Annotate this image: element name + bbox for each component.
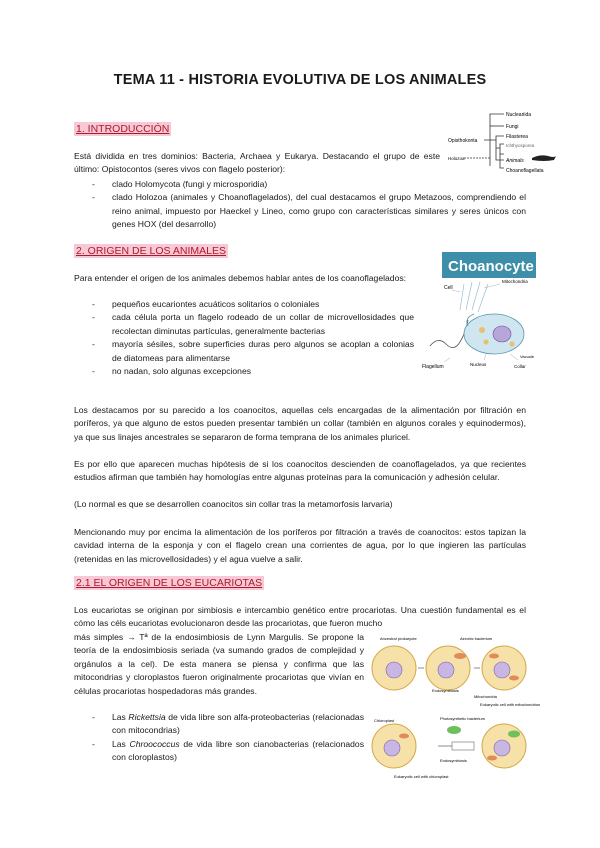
flagellum-icon [430,320,468,348]
endo-label: Eukaryotic cell with mitochondrion [480,702,541,707]
species-name: Rickettsia [128,712,166,722]
list-item: - pequeños eucariontes acuáticos solitarios o coloniales [90,298,414,311]
origin-list [90,298,414,378]
endo-label: Mitochondria [474,694,497,699]
endo-label: Eukaryotic cell with chloroplast [394,774,449,779]
endo-label: Aerobic bacterium [460,636,493,641]
list-item [90,191,526,231]
tree-root-label: Opisthokonta [448,138,478,144]
intro-paragraph: Está dividida en tres dominios: Bacteria, Archaea y Eukarya. Destacando el grupo de este último: Opistocontos (seres vivos con flagelo posterior): [74,151,440,175]
page-title: TEMA 11 - HISTORIA EVOLUTIVA DE LOS ANIMALES [113,72,487,88]
list-item: - no nadan, solo algunas excepciones [90,365,414,378]
vacuole-icon [479,327,485,333]
intro-list [90,178,526,232]
choanocyte-label: Flagellum [422,364,444,370]
endosimbiosis-paragraph: más simples → Tª de la endosimbiosis de Lynn Margulis. Se propone la teoría de la endosimbiosis seriada (va sumando grados de complejidad y orgánulos a la cel). De esta manera se piensa y confirma que las mitocondrias y cloroplastos fueron originalmente procariotas que vivían en células procariotas hospedadoras más grandes. [74,632,364,696]
endo-label: Photosynthetic bacterium [440,716,485,721]
coanocitos-paragraph: Los destacamos por su parecido a los coanocitos, aquellas cels encargadas de la alimentación por filtración en poríferos, ya que alguno de estos pueden presentar también un collar (también en algunos corales y equinodermos), ya que sus linajes ancestrales se separaron de forma temprana de los animales pluricel. [74,405,526,442]
vacuole-icon [510,342,515,347]
tree-leaf: Filasterea [506,134,528,140]
choanocyte-label: Nucleus [470,362,487,367]
section-heading-origen: 2. ORIGEN DE LOS ANIMALES [76,245,226,257]
choanocyte-label: Collar [514,364,526,369]
aerobic-bacterium-cell [426,646,470,690]
tree-leaf: Animals [506,158,524,164]
ancestral-cell [372,646,416,690]
poriferos-paragraph: Mencionando muy por encima la alimentación de los poríferos por filtración a través de coanocitos: estos tapizan la cavidad interna de la esponja y con el flagelo crean una corrientes de agua, por lo que ingieren las partículas (retenidas en las microvellosidades) y el agua vuelve a salir. [74,527,526,564]
eukaryote-mitochondria-cell [482,646,526,690]
endo-label: Endosymbiosis [440,758,467,763]
eukaryote-chloroplast-cell-right [482,724,526,768]
choanocyte-title: Choanocyte [448,258,534,275]
eucariotas-paragraph: Los eucariotas se originan por simbiosis e intercambio genético entre procariotas. Una cuestión fundamental es el cómo las céls eucariotas evolucionaron desde las procariotas, que fueron mucho [74,605,526,629]
endo-label: Chloroplast [374,718,395,723]
list-item: - Las Rickettsia de vida libre son alfa-proteobacterias (relacionadas con mitocondrias) [90,711,364,738]
endo-label: Ancestral prokaryote [380,636,417,641]
choanocyte-figure [420,250,542,372]
endosymbiont-list [90,711,364,765]
section-heading-eucariotas: 2.1 EL ORIGEN DE LOS EUCARIOTAS [76,577,263,589]
origin-paragraph: Para entender el origen de los animales debemos hablar antes de los coanoflagelados: [74,273,407,283]
list-item: - mayoría sésiles, sobre superficies duras pero algunos se acoplan a colonias de diatomeas para alimentarse [90,338,414,365]
list-item: - clado Holomycota (fungi y microsporidia) [90,178,526,191]
metamorfosis-note: (Lo normal es que se desarrollen coanocitos sin collar tras la metamorfosis larvaria) [74,499,393,509]
section-heading-introduccion: 1. INTRODUCCIÓN [76,123,170,135]
eukaryote-chloroplast-cell-left [372,724,416,768]
endosymbiosis-figure [370,634,541,782]
tree-holozoa-label: Holozoa [448,156,465,161]
hipotesis-paragraph: Es por ello que aparecen muchas hipótesis de si los coanocitos descienden de coanoflagelados, ya que recientes estudios afirman que también hay homologías entre algunas proteínas para la comunicación y adhesión celular. [74,459,526,483]
tree-leaf: Ichthyosporea [506,143,535,148]
endo-label: Endosymbiosis [432,688,459,693]
tree-leaf: Nucleariida [506,112,532,118]
nucleus-icon [493,326,511,342]
choanocyte-label: Vacuole [520,354,535,359]
choanocyte-label: Mitochondria [502,279,528,284]
photosynthetic-bacterium-icon [447,726,461,734]
animal-silhouette-icon [532,155,556,161]
list-item: - cada célula porta un flagelo rodeado de un collar de microvellosidades que recolectan diminutas partículas, generalmente bacterias [90,311,414,338]
list-item-text: clado Holozoa (animales y Choanoflagelados), del cual destacamos el grupo Metazoos, comprendiendo el reino animal, impuesto por Haeckel y Lineo, como grupo con características similares y seres únicos con genes HOX (del desarrollo) [112,192,526,230]
phylogeny-tree-figure [448,106,558,176]
list-item: - Las Chroococcus de vida libre son cianobacterias (relacionados con cloroplastos) [90,738,364,765]
vacuole-icon [484,340,489,345]
tree-leaf: Fungi [506,124,519,130]
tree-leaf: Choanoflagellata [506,168,544,174]
choanocyte-label: Cell [444,285,453,291]
species-name: Chroococcus [129,738,180,749]
